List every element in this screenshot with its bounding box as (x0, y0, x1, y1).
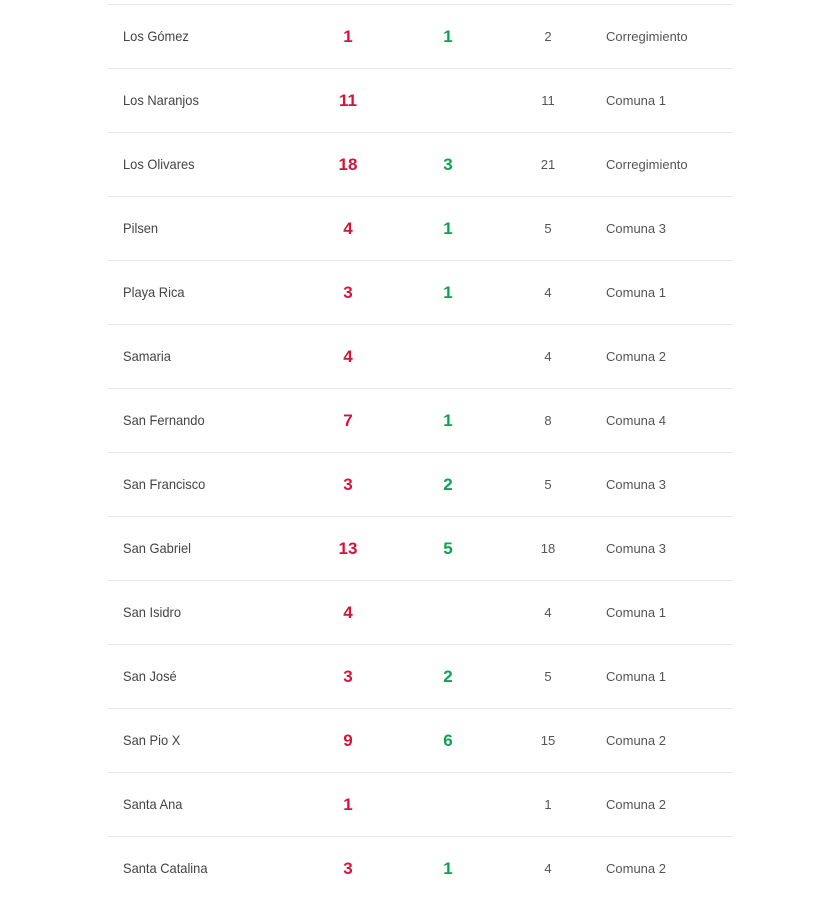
green-count: 1 (443, 219, 453, 238)
table-row (108, 133, 733, 197)
red-count: 9 (343, 731, 353, 750)
red-count: 3 (343, 283, 353, 302)
red-count: 4 (343, 347, 353, 366)
neighborhood-name: Playa Rica (123, 284, 185, 300)
green-count: 6 (443, 731, 453, 750)
table-row (108, 5, 733, 69)
green-count: 2 (443, 667, 453, 686)
red-count: 3 (343, 667, 353, 686)
neighborhood-name: San Pio X (123, 732, 181, 748)
red-count: 4 (343, 219, 353, 238)
table-row (108, 709, 733, 773)
total-count: 4 (544, 861, 552, 876)
total-count: 4 (544, 605, 552, 620)
total-count: 5 (544, 477, 552, 492)
total-count: 4 (544, 349, 552, 364)
total-count: 8 (544, 413, 552, 428)
green-count: 1 (443, 411, 453, 430)
data-table (108, 4, 733, 900)
table-row (108, 453, 733, 517)
zone-label: Comuna 2 (606, 797, 666, 812)
table-row (108, 197, 733, 261)
neighborhood-name: Los Naranjos (123, 92, 199, 108)
neighborhood-name: Samaria (123, 348, 171, 364)
neighborhood-name: San Francisco (123, 476, 206, 492)
table-row (108, 517, 733, 581)
neighborhood-name: Pilsen (123, 220, 159, 236)
neighborhood-name: Los Gómez (123, 28, 189, 44)
zone-label: Comuna 2 (606, 861, 666, 876)
green-count (408, 69, 488, 132)
neighborhood-name: San Gabriel (123, 540, 192, 556)
red-count: 13 (338, 539, 358, 558)
red-count: 11 (339, 91, 357, 110)
table-row (108, 773, 733, 837)
neighborhood-name: San José (123, 668, 177, 684)
green-count: 1 (443, 283, 453, 302)
table-row (108, 69, 733, 133)
total-count: 1 (544, 797, 552, 812)
total-count: 11 (541, 93, 555, 108)
red-count: 1 (343, 27, 353, 46)
green-count (408, 773, 488, 836)
zone-label: Comuna 4 (606, 413, 666, 428)
red-count: 3 (343, 859, 353, 878)
total-count: 5 (544, 669, 552, 684)
zone-label: Comuna 1 (606, 669, 666, 684)
total-count: 4 (544, 285, 552, 300)
zone-label: Corregimiento (606, 29, 688, 44)
table-row (108, 581, 733, 645)
neighborhood-name: San Fernando (123, 412, 205, 428)
neighborhood-name: Santa Catalina (123, 860, 208, 876)
zone-label: Comuna 2 (606, 733, 666, 748)
green-count: 5 (443, 539, 453, 558)
red-count: 18 (338, 155, 358, 174)
neighborhood-name: Los Olivares (123, 156, 195, 172)
zone-label: Corregimiento (606, 157, 688, 172)
zone-label: Comuna 3 (606, 477, 666, 492)
table-row (108, 645, 733, 709)
red-count: 4 (343, 603, 353, 622)
green-count (408, 581, 488, 644)
zone-label: Comuna 2 (606, 349, 666, 364)
zone-label: Comuna 1 (606, 605, 666, 620)
zone-label: Comuna 3 (606, 541, 666, 556)
total-count: 2 (544, 29, 552, 44)
table-row (108, 325, 733, 389)
red-count: 3 (343, 475, 353, 494)
total-count: 5 (544, 221, 552, 236)
zone-label: Comuna 1 (606, 93, 666, 108)
neighborhood-name: Santa Ana (123, 796, 183, 812)
zone-label: Comuna 3 (606, 221, 666, 236)
table-row (108, 261, 733, 325)
red-count: 7 (343, 411, 353, 430)
total-count: 21 (540, 157, 556, 172)
total-count: 15 (540, 733, 556, 748)
red-count: 1 (343, 795, 353, 814)
total-count: 18 (540, 541, 556, 556)
green-count: 3 (443, 155, 453, 174)
table-row (108, 389, 733, 453)
green-count: 1 (443, 859, 453, 878)
green-count (408, 325, 488, 388)
zone-label: Comuna 1 (606, 285, 666, 300)
green-count: 1 (443, 27, 453, 46)
green-count: 2 (443, 475, 453, 494)
neighborhood-name: San Isidro (123, 604, 182, 620)
table-row (108, 837, 733, 900)
